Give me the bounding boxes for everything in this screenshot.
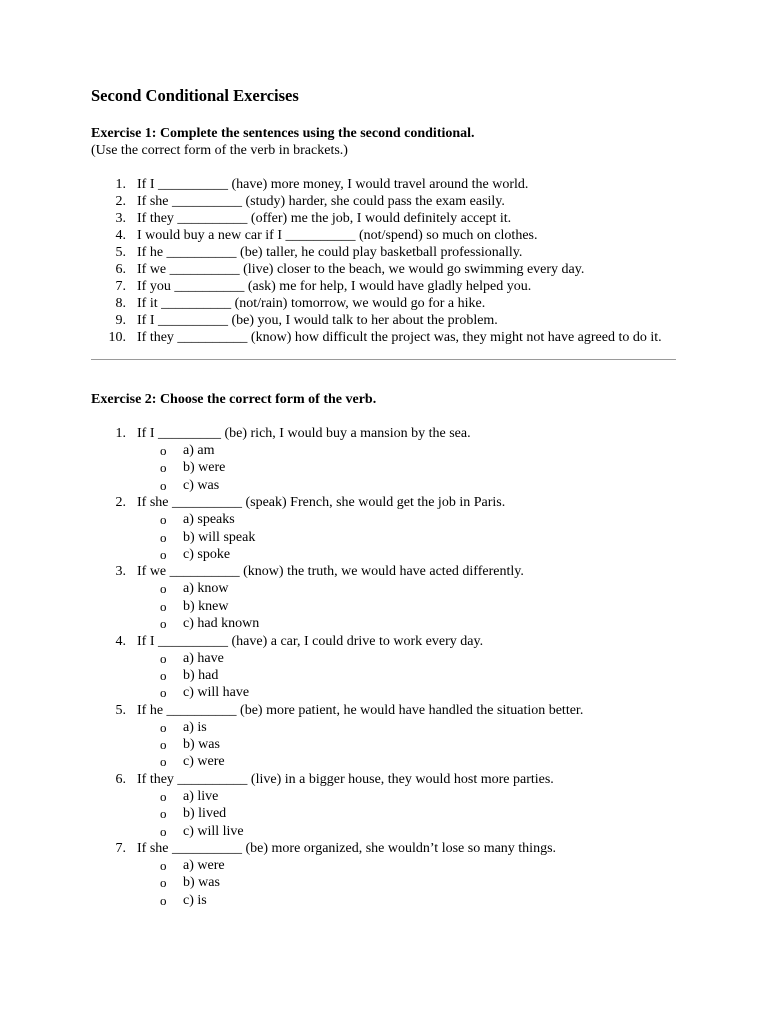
options-list — [137, 442, 681, 494]
question-text: If we __________ (know) the truth, we would have acted differently. — [137, 564, 524, 580]
item-number: 1. — [115, 177, 126, 192]
options-list — [137, 580, 681, 632]
bullet-icon: o — [160, 737, 167, 753]
bullet-icon: o — [160, 858, 167, 874]
item-text: If I __________ (be) you, I would talk to her about the problem. — [137, 313, 498, 328]
bullet-icon: o — [160, 581, 167, 597]
option-label: c) had known — [183, 616, 260, 632]
bullet-icon: o — [160, 650, 167, 666]
item-number: 5. — [115, 245, 126, 260]
option-label: a) live — [183, 788, 219, 804]
item-number: 3. — [115, 211, 126, 226]
question-number: 5. — [115, 702, 126, 718]
option-item[interactable] — [137, 684, 681, 701]
item-text: If he __________ (be) taller, he could play basketball professionally. — [137, 245, 523, 260]
bullet-icon: o — [160, 823, 167, 839]
option-label: a) were — [183, 858, 225, 874]
options-list — [137, 857, 681, 909]
option-label: c) spoke — [183, 546, 231, 562]
exercise1-item — [91, 295, 681, 312]
bullet-icon: o — [160, 806, 167, 822]
option-label: a) speaks — [183, 512, 235, 528]
option-item[interactable] — [137, 874, 681, 891]
item-number: 7. — [115, 279, 126, 294]
question-number: 4. — [115, 633, 126, 649]
exercise2-question — [91, 840, 681, 909]
option-item[interactable] — [137, 650, 681, 667]
bullet-icon: o — [160, 754, 167, 770]
exercise2-question — [91, 563, 681, 632]
question-number: 7. — [115, 841, 126, 857]
item-number: 6. — [115, 262, 126, 277]
option-item[interactable] — [137, 615, 681, 632]
question-number: 3. — [115, 564, 126, 580]
option-item[interactable] — [137, 788, 681, 805]
option-item[interactable] — [137, 805, 681, 822]
option-label: b) was — [183, 875, 220, 891]
exercise2-question — [91, 702, 681, 771]
item-text: If she __________ (study) harder, she could pass the exam easily. — [137, 194, 505, 209]
option-label: b) had — [183, 667, 219, 683]
option-item[interactable] — [137, 857, 681, 874]
option-item[interactable] — [137, 442, 681, 459]
exercise1-item — [91, 227, 681, 244]
question-text: If I __________ (have) a car, I could drive to work every day. — [137, 633, 484, 649]
option-label: c) will have — [183, 685, 250, 701]
exercise1-item — [91, 176, 681, 193]
option-item[interactable] — [137, 598, 681, 615]
bullet-icon: o — [160, 546, 167, 562]
option-item[interactable] — [137, 511, 681, 528]
question-number: 1. — [115, 426, 126, 441]
option-item[interactable] — [137, 892, 681, 909]
exercise1-item — [91, 278, 681, 295]
exercise2-heading: Exercise 2: Choose the correct form of the verb. — [91, 392, 377, 407]
option-label: b) knew — [183, 598, 229, 614]
exercise1-instruction: (Use the correct form of the verb in brackets.) — [91, 143, 348, 158]
item-text: If they __________ (offer) me the job, I would definitely accept it. — [137, 211, 512, 226]
item-text: I would buy a new car if I __________ (not/spend) so much on clothes. — [137, 228, 538, 243]
exercise1-heading: Exercise 1: Complete the sentences using the second conditional. — [91, 126, 475, 141]
bullet-icon: o — [160, 892, 167, 908]
option-label: b) will speak — [183, 529, 256, 545]
option-label: b) were — [183, 460, 226, 476]
bullet-icon: o — [160, 460, 167, 476]
item-number: 10. — [108, 330, 126, 345]
option-item[interactable] — [137, 477, 681, 494]
bullet-icon: o — [160, 529, 167, 545]
question-text: If they __________ (live) in a bigger house, they would host more parties. — [137, 771, 554, 787]
question-text: If I _________ (be) rich, I would buy a mansion by the sea. — [137, 426, 471, 441]
bullet-icon: o — [160, 875, 167, 891]
bullet-icon: o — [160, 512, 167, 528]
bullet-icon: o — [160, 667, 167, 683]
item-number: 9. — [115, 313, 126, 328]
option-item[interactable] — [137, 546, 681, 563]
options-list — [137, 719, 681, 771]
bullet-icon: o — [160, 719, 167, 735]
option-item[interactable] — [137, 719, 681, 736]
option-label: b) lived — [183, 806, 227, 822]
bullet-icon: o — [160, 598, 167, 614]
item-number: 4. — [115, 228, 126, 243]
options-list — [137, 650, 681, 702]
option-label: c) were — [183, 754, 225, 770]
exercise1-item — [91, 193, 681, 210]
document-page — [91, 86, 681, 909]
exercise2-list — [91, 425, 681, 909]
options-list — [137, 511, 681, 563]
question-text: If she __________ (be) more organized, she wouldn’t lose so many things. — [137, 841, 557, 857]
bullet-icon: o — [160, 477, 167, 493]
question-text: If he __________ (be) more patient, he would have handled the situation better. — [137, 702, 584, 718]
exercise2-question — [91, 771, 681, 840]
option-label: a) know — [183, 581, 229, 597]
option-label: c) is — [183, 892, 207, 908]
exercise1-item — [91, 244, 681, 261]
exercise1-item — [91, 261, 681, 278]
exercise2-question — [91, 633, 681, 702]
exercise1-item — [91, 312, 681, 329]
item-text: If you __________ (ask) me for help, I would have gladly helped you. — [137, 279, 532, 294]
option-label: c) will live — [183, 823, 244, 839]
bullet-icon: o — [160, 685, 167, 701]
option-item[interactable] — [137, 459, 681, 476]
option-label: a) is — [183, 719, 207, 735]
item-text: If we __________ (live) closer to the beach, we would go swimming every day. — [137, 262, 585, 277]
option-label: b) was — [183, 737, 220, 753]
option-label: a) have — [183, 650, 224, 666]
exercise1-list — [91, 176, 681, 346]
item-text: If it __________ (not/rain) tomorrow, we would go for a hike. — [137, 296, 486, 311]
options-list — [137, 788, 681, 840]
option-label: c) was — [183, 477, 220, 493]
item-number: 8. — [115, 296, 126, 311]
exercise2-question — [91, 425, 681, 494]
item-text: If I __________ (have) more money, I would travel around the world. — [137, 177, 529, 192]
page-title: Second Conditional Exercises — [91, 86, 299, 105]
item-text: If they __________ (know) how difficult the project was, they might not have agreed to do it. — [137, 330, 662, 345]
option-item[interactable] — [137, 736, 681, 753]
question-text: If she __________ (speak) French, she would get the job in Paris. — [137, 495, 506, 511]
exercise1-item — [91, 329, 681, 346]
option-item[interactable] — [137, 753, 681, 770]
option-item[interactable] — [137, 823, 681, 840]
item-number: 2. — [115, 194, 126, 209]
question-number: 2. — [115, 495, 126, 511]
bullet-icon: o — [160, 788, 167, 804]
bullet-icon: o — [160, 443, 167, 458]
question-number: 6. — [115, 771, 126, 787]
exercise1-item — [91, 210, 681, 227]
option-item[interactable] — [137, 529, 681, 546]
exercise2-question — [91, 494, 681, 563]
option-item[interactable] — [137, 667, 681, 684]
option-label: a) am — [183, 443, 215, 458]
option-item[interactable] — [137, 580, 681, 597]
bullet-icon: o — [160, 616, 167, 632]
